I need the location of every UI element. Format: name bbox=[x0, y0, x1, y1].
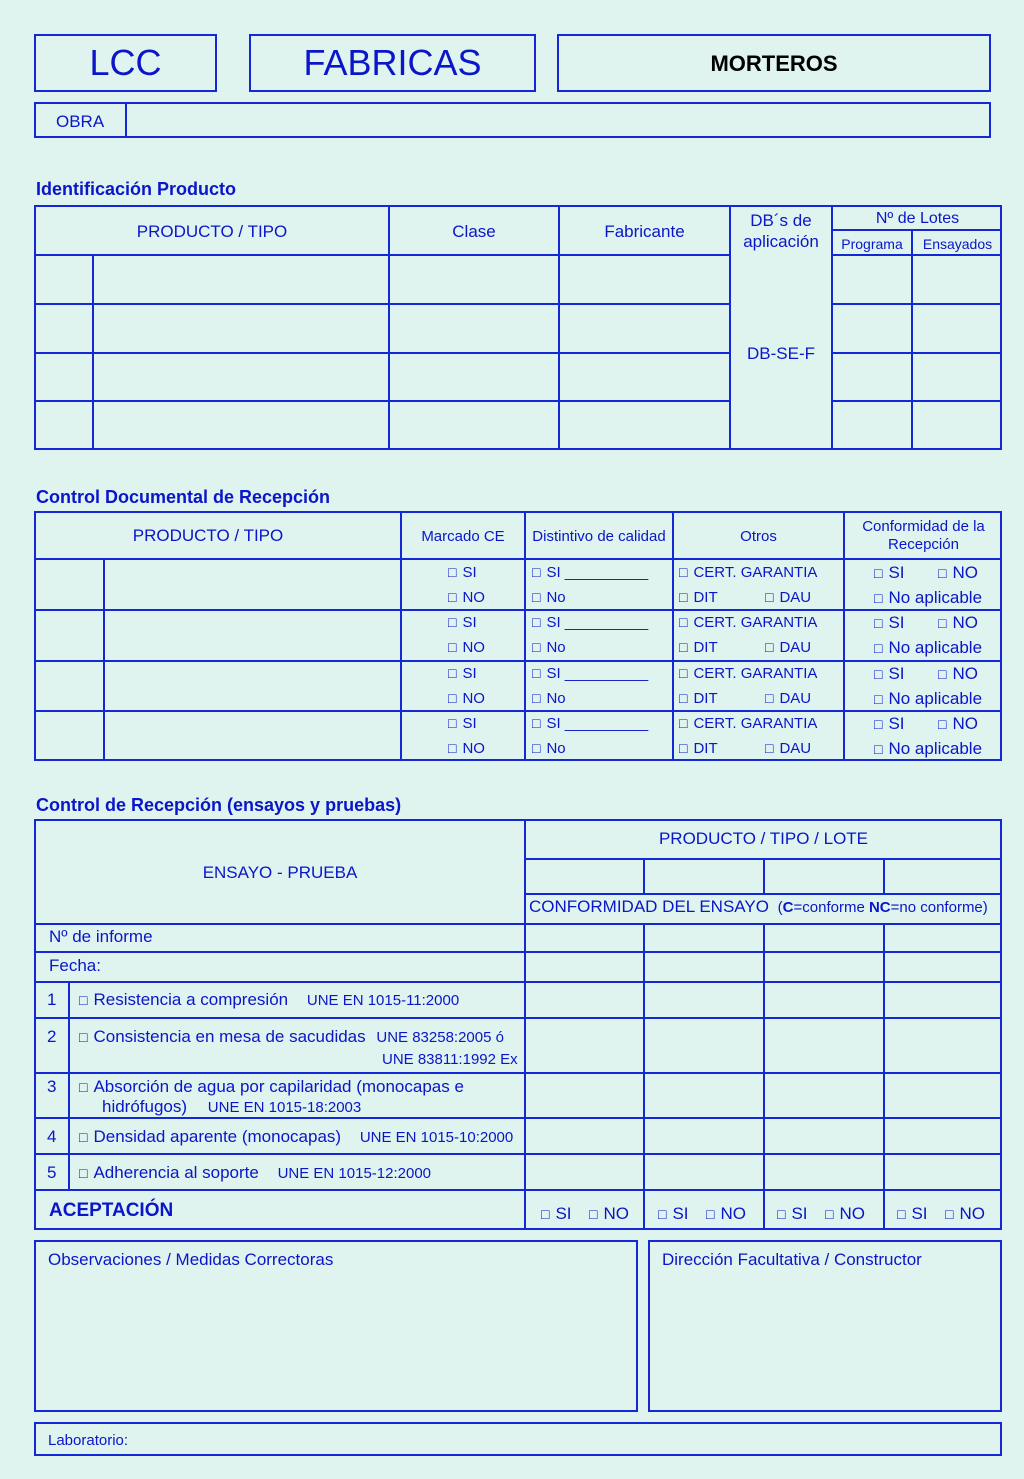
cd-r2-dist-no[interactable]: □ No bbox=[532, 639, 566, 656]
test-5-row[interactable] bbox=[79, 1163, 431, 1183]
control-recepcion-table bbox=[34, 819, 1002, 1230]
cd-r3-conf-si[interactable]: □ SI bbox=[874, 664, 905, 684]
lcc-box bbox=[34, 34, 217, 92]
acc-1-no[interactable]: □ NO bbox=[589, 1204, 629, 1224]
cd-r4-conf-no[interactable]: □ NO bbox=[938, 714, 978, 734]
direccion-label: Dirección Facultativa / Constructor bbox=[662, 1250, 922, 1269]
fabricas-box bbox=[249, 34, 536, 92]
test-3-num: 3 bbox=[47, 1077, 57, 1096]
cd-r1-dau[interactable]: □ DAU bbox=[765, 589, 811, 606]
col-lotes: Nº de Lotes bbox=[875, 210, 960, 227]
laboratorio-box[interactable] bbox=[34, 1422, 1002, 1456]
cd-r3-ce-si[interactable]: □ SI bbox=[448, 665, 477, 682]
acc-4-no[interactable]: □ NO bbox=[945, 1204, 985, 1224]
test-5-norm: UNE EN 1015-12:2000 bbox=[277, 1165, 432, 1182]
col-clase: Clase bbox=[452, 222, 496, 241]
cd-col-distintivo: Distintivo de calidad bbox=[532, 528, 666, 545]
cd-r3-conf-no[interactable]: □ NO bbox=[938, 664, 978, 684]
test-3-norm: UNE EN 1015-18:2003 bbox=[207, 1099, 362, 1116]
cd-r4-conf-na[interactable]: □ No aplicable bbox=[874, 739, 982, 759]
test-4-row[interactable] bbox=[79, 1127, 513, 1147]
cd-r4-conf-si[interactable]: □ SI bbox=[874, 714, 905, 734]
cd-r4-dist-no[interactable]: □ No bbox=[532, 740, 566, 757]
cd-r1-cert[interactable]: □ CERT. GARANTIA bbox=[679, 564, 817, 581]
cd-col-conformidad-line1: Conformidad de la bbox=[862, 518, 985, 535]
laboratorio-label: Laboratorio: bbox=[48, 1432, 129, 1449]
observaciones-label: Observaciones / Medidas Correctoras bbox=[48, 1250, 334, 1269]
test-1-norm: UNE EN 1015-11:2000 bbox=[306, 992, 460, 1009]
direccion-box[interactable] bbox=[648, 1240, 1002, 1412]
morteros-box bbox=[557, 34, 991, 92]
test-1-num: 1 bbox=[47, 990, 57, 1009]
section-control-documental-title: Control Documental de Recepción bbox=[36, 487, 331, 507]
cd-r1-dist-no[interactable]: □ No bbox=[532, 589, 566, 606]
legend-c-text: =conforme bbox=[793, 899, 869, 916]
ensayo-prueba-label: ENSAYO - PRUEBA bbox=[202, 863, 358, 882]
cd-r3-dit[interactable]: □ DIT bbox=[679, 690, 718, 707]
cd-col-marcado: Marcado CE bbox=[421, 528, 505, 545]
conformidad-ensayo-text: CONFORMIDAD DEL ENSAYO bbox=[529, 897, 769, 916]
producto-tipo-lote-label: PRODUCTO / TIPO / LOTE bbox=[658, 829, 869, 848]
test-2-num: 2 bbox=[47, 1027, 57, 1046]
cd-r2-conf-si[interactable]: □ SI bbox=[874, 613, 905, 633]
cd-r2-ce-no[interactable]: □ NO bbox=[448, 639, 485, 656]
test-4-name[interactable]: □ Densidad aparente (monocapas) bbox=[79, 1127, 341, 1146]
observaciones-box[interactable] bbox=[34, 1240, 638, 1412]
cd-col-producto: PRODUCTO / TIPO bbox=[132, 526, 284, 545]
fecha-label: Fecha: bbox=[49, 956, 101, 975]
cd-r1-ce-no[interactable]: □ NO bbox=[448, 589, 485, 606]
cd-r2-dist-si[interactable]: □ SI __________ bbox=[532, 614, 648, 631]
legend-nc: NC bbox=[868, 899, 891, 916]
cd-r2-dau[interactable]: □ DAU bbox=[765, 639, 811, 656]
cd-r4-cert[interactable]: □ CERT. GARANTIA bbox=[679, 715, 817, 732]
cd-r2-cert[interactable]: □ CERT. GARANTIA bbox=[679, 614, 817, 631]
aceptacion-label: ACEPTACIÓN bbox=[49, 1200, 174, 1221]
legend-open: ( bbox=[777, 899, 783, 916]
obra-label: OBRA bbox=[56, 112, 105, 131]
cd-col-conformidad-line2: Recepción bbox=[888, 536, 959, 553]
test-2-norm: UNE 83258:2005 ó bbox=[376, 1029, 504, 1046]
test-1-name[interactable]: □ Resistencia a compresión bbox=[79, 990, 288, 1009]
acc-2-si[interactable]: □ SI bbox=[658, 1204, 689, 1224]
acc-1-si[interactable]: □ SI bbox=[541, 1204, 572, 1224]
obra-field[interactable] bbox=[34, 102, 991, 138]
fabricas-title: FABRICAS bbox=[303, 42, 482, 83]
cd-r1-conf-si[interactable]: □ SI bbox=[874, 563, 905, 583]
test-5-num: 5 bbox=[47, 1163, 57, 1182]
test-4-norm: UNE EN 1015-10:2000 bbox=[359, 1129, 514, 1146]
cd-r3-dist-no[interactable]: □ No bbox=[532, 690, 566, 707]
cd-r3-conf-na[interactable]: □ No aplicable bbox=[874, 689, 982, 709]
identificacion-table bbox=[34, 205, 1002, 450]
test-3-name[interactable]: □ Absorción de agua por capilaridad (monocapas e bbox=[79, 1077, 464, 1097]
cd-col-otros: Otros bbox=[740, 528, 777, 545]
cd-r2-conf-na[interactable]: □ No aplicable bbox=[874, 638, 982, 658]
test-3-row2 bbox=[102, 1097, 361, 1117]
section-identificacion-title: Identificación Producto bbox=[36, 179, 237, 199]
db-value: DB-SE-F bbox=[747, 344, 815, 363]
cd-r3-dist-si[interactable]: □ SI __________ bbox=[532, 665, 648, 682]
cd-r1-dit[interactable]: □ DIT bbox=[679, 589, 718, 606]
cd-r3-ce-no[interactable]: □ NO bbox=[448, 690, 485, 707]
section-control-recepcion-title: Control de Recepción (ensayos y pruebas) bbox=[36, 795, 402, 815]
col-programa: Programa bbox=[841, 236, 903, 252]
test-2-name[interactable]: □ Consistencia en mesa de sacudidas bbox=[79, 1027, 366, 1046]
cd-r4-dit[interactable]: □ DIT bbox=[679, 740, 718, 757]
cd-r2-ce-si[interactable]: □ SI bbox=[448, 614, 477, 631]
col-fabricante: Fabricante bbox=[604, 222, 685, 241]
col-dbs-line1: DB´s de bbox=[750, 211, 812, 230]
control-documental-table bbox=[34, 511, 1002, 761]
test-1-row[interactable] bbox=[79, 990, 459, 1010]
acc-3-si[interactable]: □ SI bbox=[777, 1204, 808, 1224]
cd-r4-ce-si[interactable]: □ SI bbox=[448, 715, 477, 732]
cd-r1-conf-na[interactable]: □ No aplicable bbox=[874, 588, 982, 608]
col-dbs-line2: aplicación bbox=[743, 232, 819, 251]
test-4-num: 4 bbox=[47, 1127, 57, 1146]
acc-4-si[interactable]: □ SI bbox=[897, 1204, 928, 1224]
col-ensayados: Ensayados bbox=[922, 236, 993, 252]
morteros-title: MORTEROS bbox=[710, 51, 838, 76]
cd-r4-dau[interactable]: □ DAU bbox=[765, 740, 811, 757]
cd-r1-conf-no[interactable]: □ NO bbox=[938, 563, 978, 583]
cd-r4-ce-no[interactable]: □ NO bbox=[448, 740, 485, 757]
acc-3-no[interactable]: □ NO bbox=[825, 1204, 865, 1224]
lcc-title: LCC bbox=[89, 42, 162, 83]
col-producto-tipo: PRODUCTO / TIPO bbox=[136, 222, 288, 241]
cd-r3-dau[interactable]: □ DAU bbox=[765, 690, 811, 707]
conformidad-ensayo-label bbox=[529, 897, 988, 917]
test-2-norm2: UNE 83811:1992 Ex bbox=[382, 1051, 518, 1068]
test-5-name[interactable]: □ Adherencia al soporte bbox=[79, 1163, 259, 1182]
n-informe-label: Nº de informe bbox=[49, 927, 153, 946]
cd-r1-ce-si[interactable]: □ SI bbox=[448, 564, 477, 581]
cd-r1-dist-si[interactable]: □ SI __________ bbox=[532, 564, 648, 581]
legend-nc-text: =no conforme) bbox=[890, 899, 988, 916]
acc-2-no[interactable]: □ NO bbox=[706, 1204, 746, 1224]
cd-r3-cert[interactable]: □ CERT. GARANTIA bbox=[679, 665, 817, 682]
test-3-name2: hidrófugos) bbox=[102, 1097, 188, 1116]
test-2-row[interactable] bbox=[79, 1027, 504, 1047]
legend-c: C bbox=[782, 899, 794, 916]
cd-r2-conf-no[interactable]: □ NO bbox=[938, 613, 978, 633]
cd-r2-dit[interactable]: □ DIT bbox=[679, 639, 718, 656]
cd-r4-dist-si[interactable]: □ SI __________ bbox=[532, 715, 648, 732]
